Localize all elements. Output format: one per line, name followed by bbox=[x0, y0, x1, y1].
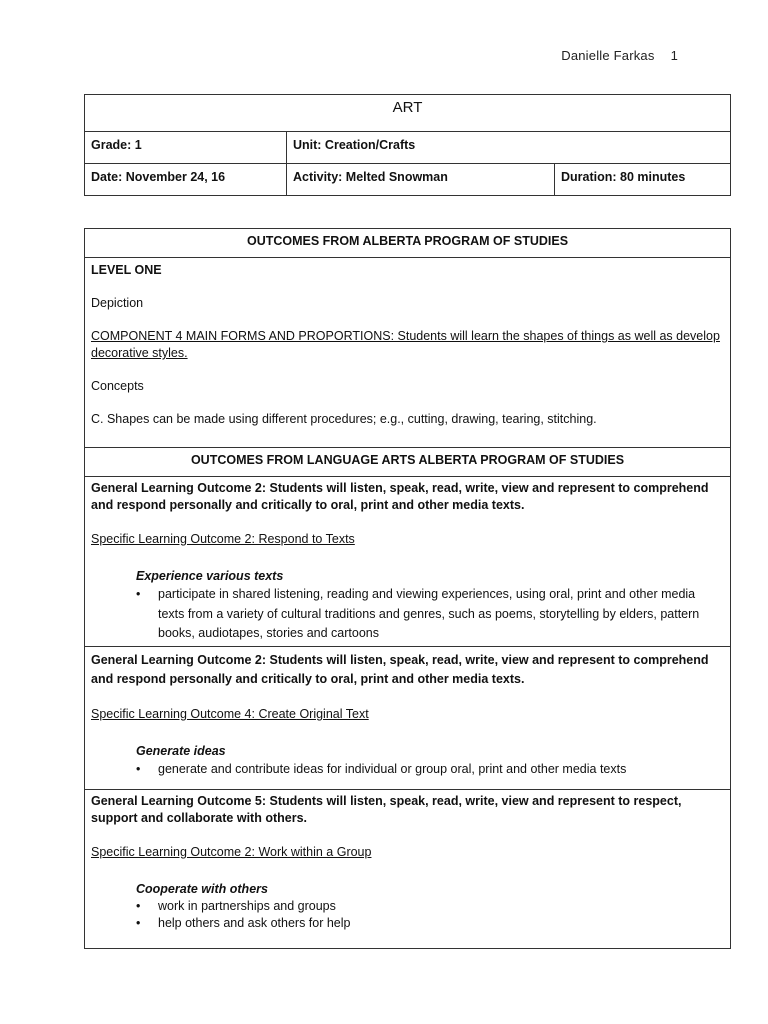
activity-cell: Activity: Melted Snowman bbox=[287, 164, 555, 196]
page-number: 1 bbox=[670, 48, 678, 63]
list-item: • participate in shared listening, reading and viewing experiences, using oral, print and other media texts from a variety of cultural traditions and genres, such as poems, storytelling by elders, pattern books, audiotapes, stories and cartoons bbox=[136, 585, 724, 644]
date-cell: Date: November 24, 16 bbox=[85, 164, 287, 196]
general-outcome: General Learning Outcome 5: Students will listen, speak, read, write, view and represent to respect, support and collaborate with others. bbox=[91, 794, 682, 825]
level-label: LEVEL ONE bbox=[91, 263, 162, 277]
specific-outcome: Specific Learning Outcome 2: Respond to Texts bbox=[91, 532, 355, 546]
concept-c-text: C. Shapes can be made using different procedures; e.g., cutting, drawing, tearing, stitching. bbox=[91, 412, 597, 426]
outcome-subheading: Experience various texts bbox=[136, 569, 284, 583]
outcome-subheading: Generate ideas bbox=[136, 744, 226, 758]
outcome-bullets bbox=[91, 585, 724, 644]
list-item: • help others and ask others for help bbox=[136, 915, 724, 932]
outcome-subheading: Cooperate with others bbox=[136, 882, 268, 896]
duration-cell: Duration: 80 minutes bbox=[555, 164, 731, 196]
author-name: Danielle Farkas bbox=[561, 48, 655, 63]
alberta-outcomes-cell bbox=[85, 258, 731, 448]
general-outcome: General Learning Outcome 2: Students will listen, speak, read, write, view and represent to comprehend and respond personally and critically to oral, print and other media texts. bbox=[91, 653, 709, 686]
general-outcome: General Learning Outcome 2: Students will listen, speak, read, write, view and represent to comprehend and respond personally and critically to oral, print and other media texts. bbox=[91, 481, 709, 512]
alberta-outcomes-heading: OUTCOMES FROM ALBERTA PROGRAM OF STUDIES bbox=[85, 229, 731, 258]
page-header bbox=[561, 48, 678, 63]
list-item: • work in partnerships and groups bbox=[136, 898, 724, 915]
grade-cell: Grade: 1 bbox=[85, 132, 287, 164]
language-arts-heading: OUTCOMES FROM LANGUAGE ARTS ALBERTA PROGRAM OF STUDIES bbox=[85, 448, 731, 477]
outcome-bullets bbox=[91, 898, 724, 932]
list-item: • generate and contribute ideas for individual or group oral, print and other media texts bbox=[136, 760, 724, 780]
outcome-cell-2 bbox=[85, 647, 731, 790]
depiction-label: Depiction bbox=[91, 296, 144, 310]
outcomes-table bbox=[84, 228, 731, 949]
component-text: COMPONENT 4 MAIN FORMS AND PROPORTIONS: Students will learn the shapes of things as well as develop decorative styles. bbox=[91, 329, 720, 360]
specific-outcome: Specific Learning Outcome 2: Work within a Group bbox=[91, 845, 372, 859]
unit-cell: Unit: Creation/Crafts bbox=[287, 132, 731, 164]
concepts-label: Concepts bbox=[91, 379, 144, 393]
outcome-cell-1 bbox=[85, 477, 731, 647]
specific-outcome: Specific Learning Outcome 4: Create Original Text bbox=[91, 707, 369, 721]
art-title: ART bbox=[85, 95, 731, 132]
outcome-bullets bbox=[91, 760, 724, 780]
outcome-cell-3 bbox=[85, 790, 731, 949]
art-lesson-table bbox=[84, 94, 731, 196]
